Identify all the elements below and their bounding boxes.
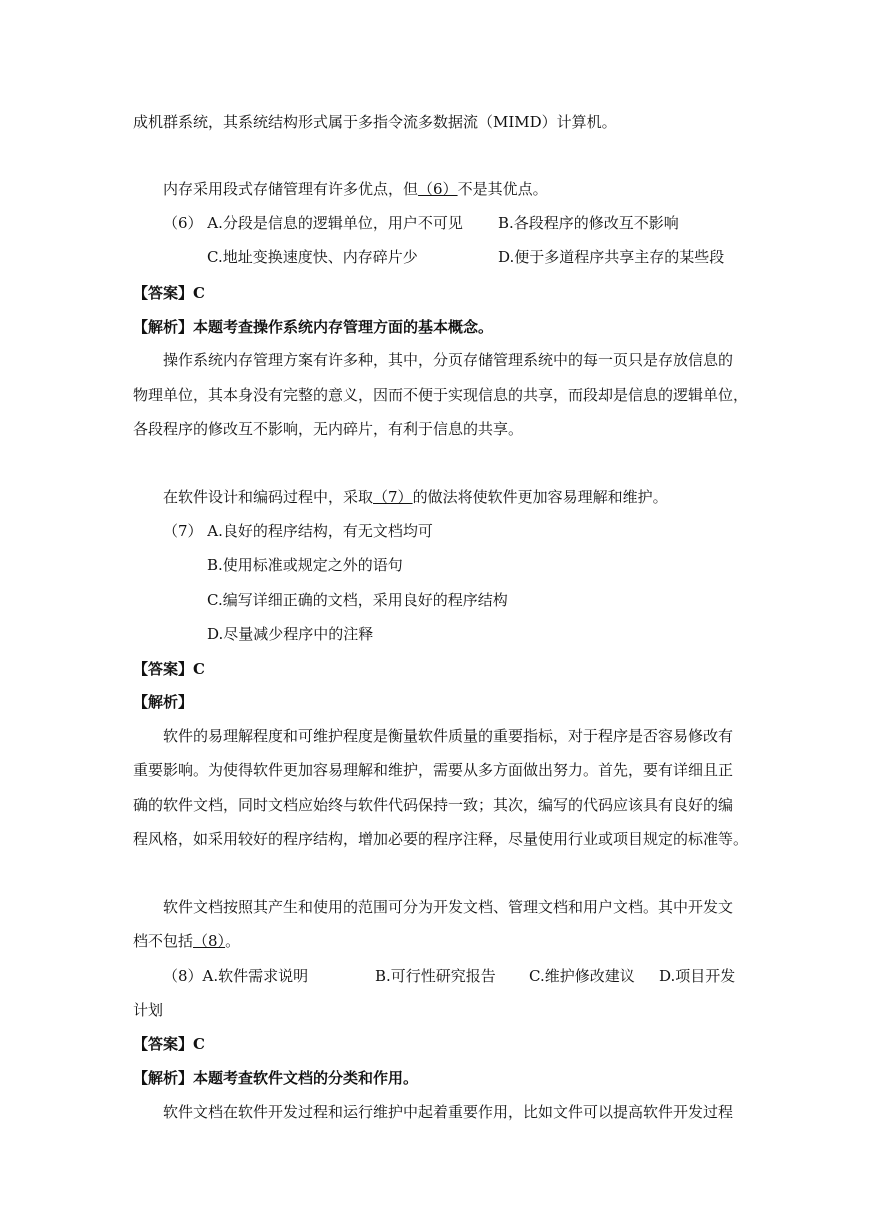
analysis-label: 【解析】 bbox=[133, 693, 194, 711]
stem-text: 内存采用段式存储管理有许多优点，但 bbox=[163, 180, 419, 198]
option-c: C.维护修改建议 bbox=[529, 967, 635, 985]
answer-label: 【答案】C bbox=[133, 1035, 205, 1053]
option-c: C.编写详细正确的文档，采用良好的程序结构 bbox=[207, 591, 508, 609]
option-d: D.尽量减少程序中的注释 bbox=[207, 625, 374, 643]
paragraph-line: 成机群系统，其系统结构形式属于多指令流多数据流（MIMD）计算机。 bbox=[133, 113, 617, 131]
option-b: B.使用标准或规定之外的语句 bbox=[207, 556, 403, 574]
question-6-stem bbox=[163, 180, 548, 198]
answer-blank: （7） bbox=[373, 488, 413, 506]
option-d: D.项目开发 bbox=[659, 967, 736, 985]
option-a: （8）A.软件需求说明 bbox=[163, 967, 309, 985]
paragraph-line: 软件文档在软件开发过程和运行维护中起着重要作用，比如文件可以提高软件开发过程 bbox=[163, 1103, 734, 1121]
option-continuation: 计划 bbox=[133, 1001, 164, 1019]
paragraph-line: 操作系统内存管理方案有许多种，其中，分页存储管理系统中的每一页只是存放信息的 bbox=[163, 351, 734, 369]
answer-label: 【答案】C bbox=[133, 284, 205, 302]
option-b: B.各段程序的修改互不影响 bbox=[498, 214, 679, 232]
option-d: D.便于多道程序共享主存的某些段 bbox=[498, 248, 725, 266]
option-a: （7） A.良好的程序结构，有无文档均可 bbox=[163, 522, 433, 540]
paragraph-line: 重要影响。为使得软件更加容易理解和维护，需要从多方面做出努力。首先，要有详细且正 bbox=[133, 761, 734, 779]
paragraph-line: 各段程序的修改互不影响，无内碎片，有利于信息的共享。 bbox=[133, 420, 524, 438]
answer-blank: （8） bbox=[193, 932, 226, 950]
option-b: B.可行性研究报告 bbox=[375, 967, 496, 985]
option-a: （6） A.分段是信息的逻辑单位，用户不可见 bbox=[163, 214, 463, 232]
paragraph-line: 程风格，如采用较好的程序结构，增加必要的程序注释，尽量使用行业或项目规定的标准等。 bbox=[133, 830, 749, 848]
option-c: C.地址变换速度快、内存碎片少 bbox=[207, 248, 418, 266]
stem-text: 在软件设计和编码过程中，采取 bbox=[163, 488, 374, 506]
paragraph-line: 物理单位，其本身没有完整的意义，因而不便于实现信息的共享，而段却是信息的逻辑单位， bbox=[133, 386, 749, 404]
stem-text: 的做法将使软件更加容易理解和维护。 bbox=[412, 488, 668, 506]
stem-text: 。 bbox=[225, 932, 241, 950]
stem-text: 档不包括 bbox=[133, 932, 194, 950]
answer-blank: （6） bbox=[418, 180, 458, 198]
question-8-stem bbox=[133, 932, 240, 950]
answer-label: 【答案】C bbox=[133, 660, 205, 678]
analysis-label: 【解析】本题考查操作系统内存管理方面的基本概念。 bbox=[133, 318, 494, 336]
stem-text: 不是其优点。 bbox=[457, 180, 548, 198]
paragraph-line: 确的软件文档，同时文档应始终与软件代码保持一致；其次，编写的代码应该具有良好的编 bbox=[133, 796, 734, 814]
paragraph-line: 软件的易理解程度和可维护程度是衡量软件质量的重要指标，对于程序是否容易修改有 bbox=[163, 727, 734, 745]
paragraph-line: 软件文档按照其产生和使用的范围可分为开发文档、管理文档和用户文档。其中开发文 bbox=[163, 898, 734, 916]
question-7-stem bbox=[163, 488, 668, 506]
analysis-label: 【解析】本题考查软件文档的分类和作用。 bbox=[133, 1069, 419, 1087]
